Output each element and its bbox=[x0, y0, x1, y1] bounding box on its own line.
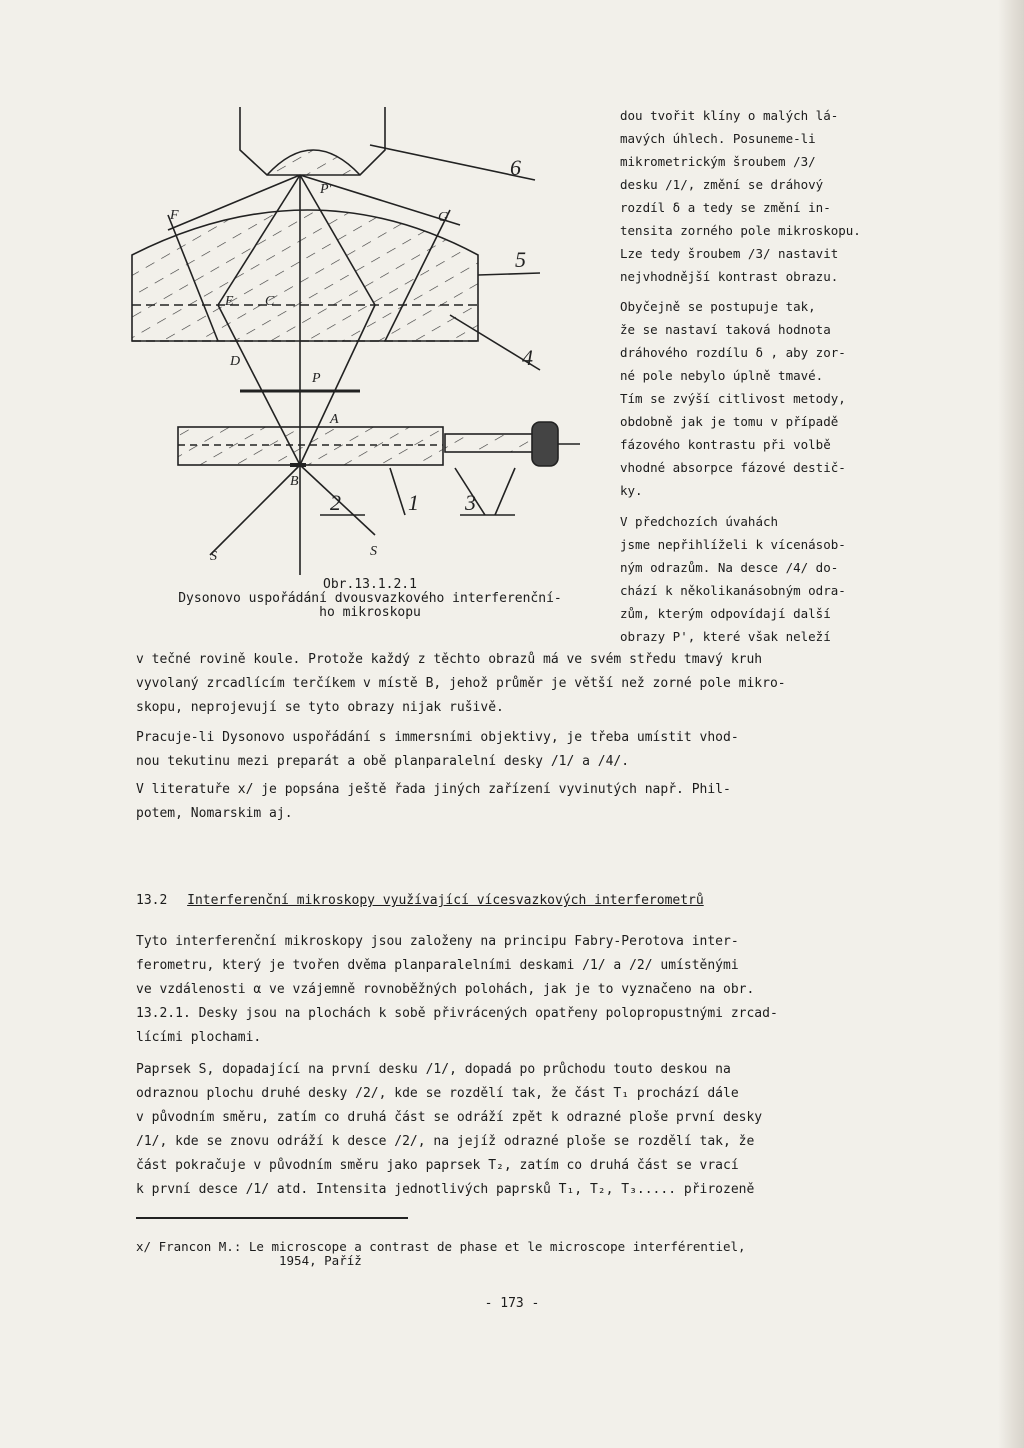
right-column-line: Tím se zvýší citlivost metody, bbox=[620, 391, 846, 406]
right-column-line: mavých úhlech. Posuneme-li bbox=[620, 131, 816, 146]
body-line: v původním směru, zatím co druhá část se odráží zpět k odrazné ploše první desky bbox=[136, 1110, 763, 1125]
right-column-line: dráhového rozdílu δ , aby zor- bbox=[620, 345, 846, 360]
label-e: E bbox=[225, 294, 234, 309]
footnote bbox=[136, 1240, 936, 1268]
label-f: F bbox=[170, 208, 179, 223]
caption-text-1: Dysonovo uspořádání dvousvazkového interferenční- bbox=[178, 591, 562, 606]
label-5: 5 bbox=[515, 247, 526, 272]
right-column-line: jsme nepřihlíželi k vícenásob- bbox=[620, 537, 846, 552]
right-column-line: tensita zorného pole mikroskopu. bbox=[620, 223, 861, 238]
right-column-line: zům, kterým odpovídají další bbox=[620, 606, 831, 621]
label-s-left: S bbox=[210, 549, 217, 564]
right-column-line: mikrometrickým šroubem /3/ bbox=[620, 154, 816, 169]
body-line: část pokračuje v původním směru jako paprsek T₂, zatím co druhá část se vrací bbox=[136, 1158, 739, 1173]
body-line: Tyto interferenční mikroskopy jsou založeny na principu Fabry-Perotova inter- bbox=[136, 934, 739, 949]
footnote-line-1: x/ Francon M.: Le microscope a contrast de phase et le microscope interférentiel, bbox=[136, 1239, 746, 1254]
page-number: - 173 - bbox=[484, 1296, 540, 1311]
right-column-line: desku /1/, změní se dráhový bbox=[620, 177, 824, 192]
dyson-interference-microscope-figure bbox=[120, 95, 610, 590]
body-line: v tečné rovině koule. Protože každý z těchto obrazů má ve svém středu tmavý kruh bbox=[136, 652, 763, 667]
label-s-right: S bbox=[370, 544, 377, 559]
right-column-line: chází k několikanásobným odra- bbox=[620, 583, 846, 598]
label-p-prime: P' bbox=[320, 182, 332, 197]
right-column-line: V předchozích úvahách bbox=[620, 514, 779, 529]
label-2: 2 bbox=[330, 490, 341, 515]
footnote-rule bbox=[136, 1217, 408, 1219]
body-line: potem, Nomarskim aj. bbox=[136, 806, 293, 821]
body-line: lícími plochami. bbox=[136, 1030, 262, 1045]
label-c: C bbox=[265, 294, 275, 309]
body-line: Paprsek S, dopadající na první desku /1/, dopadá po průchodu touto deskou na bbox=[136, 1062, 731, 1077]
body-line: ferometru, který je tvořen dvěma planparalelními deskami /1/ a /2/ umístěnými bbox=[136, 958, 739, 973]
right-column-line: dou tvořit klíny o malých lá- bbox=[620, 108, 839, 123]
screw-knob bbox=[532, 422, 558, 466]
label-g: G bbox=[438, 210, 449, 225]
micrometer-screw bbox=[445, 434, 535, 452]
label-d: D bbox=[230, 354, 241, 369]
right-column-line: rozdíl δ a tedy se změní in- bbox=[620, 200, 831, 215]
body-line: vyvolaný zrcadlícím terčíkem v místě B, jehož průměr je větší než zorné pole mikro- bbox=[136, 676, 786, 691]
body-line: odraznou plochu druhé desky /2/, kde se rozdělí tak, že část T₁ prochází dále bbox=[136, 1086, 739, 1101]
right-column-line: nejvhodnější kontrast obrazu. bbox=[620, 269, 839, 284]
body-line: nou tekutinu mezi preparát a obě planparalelní desky /1/ a /4/. bbox=[136, 754, 630, 769]
right-column-line: fázového kontrastu při volbě bbox=[620, 437, 831, 452]
plane-parallel-plate-1 bbox=[178, 427, 443, 465]
figure-caption bbox=[130, 578, 610, 620]
body-line: V literatuře x/ je popsána ještě řada jiných zařízení vyvinutých např. Phil- bbox=[136, 782, 731, 797]
right-column-line: že se nastaví taková hodnota bbox=[620, 322, 831, 337]
caption-number: Obr.13.1.2.1 bbox=[323, 577, 417, 592]
label-6: 6 bbox=[510, 155, 521, 180]
label-4: 4 bbox=[522, 345, 533, 370]
body-line: ve vzdálenosti α ve vzájemně rovnoběžných polohách, jak je to vyznačeno na obr. bbox=[136, 982, 755, 997]
right-column-line: Lze tedy šroubem /3/ nastavit bbox=[620, 246, 839, 261]
front-lens bbox=[267, 150, 360, 175]
right-column-line: vhodné absorpce fázové destič- bbox=[620, 460, 846, 475]
right-column-line: Obyčejně se postupuje tak, bbox=[620, 299, 816, 314]
section-title: Interferenční mikroskopy využívající vícesvazkových interferometrů bbox=[187, 893, 704, 908]
caption-text-2: ho mikroskopu bbox=[319, 605, 421, 620]
label-1: 1 bbox=[408, 490, 419, 515]
right-column-line: obrazy P', které však neleží bbox=[620, 629, 831, 644]
body-line: Pracuje-li Dysonovo uspořádání s immersními objektivy, je třeba umístit vhod- bbox=[136, 730, 739, 745]
figure-drawing bbox=[120, 95, 610, 590]
label-3: 3 bbox=[465, 490, 476, 515]
right-column-line: ným odrazům. Na desce /4/ do- bbox=[620, 560, 839, 575]
body-line: /1/, kde se znovu odráží k desce /2/, na jejíž odrazné ploše se rozdělí tak, že bbox=[136, 1134, 755, 1149]
right-column-line: ky. bbox=[620, 483, 643, 498]
label-p: P bbox=[312, 371, 321, 386]
body-line: skopu, neprojevují se tyto obrazy nijak rušivě. bbox=[136, 700, 504, 715]
right-column-line: obdobně jak je tomu v případě bbox=[620, 414, 839, 429]
footnote-line-2: 1954, Paříž bbox=[279, 1253, 362, 1268]
meniscus-lens bbox=[132, 210, 478, 341]
body-line: k první desce /1/ atd. Intensita jednotlivých paprsků T₁, T₂, T₃..... přirozeně bbox=[136, 1182, 755, 1197]
label-a: A bbox=[330, 412, 339, 427]
section-heading bbox=[136, 890, 936, 912]
paper-edge-shadow bbox=[998, 0, 1024, 1448]
body-line: 13.2.1. Desky jsou na plochách k sobě přivrácených opatřeny polopropustnými zrcad- bbox=[136, 1006, 778, 1021]
section-number: 13.2 bbox=[136, 893, 168, 908]
label-b: B bbox=[290, 474, 299, 489]
right-column-line: né pole nebylo úplně tmavé. bbox=[620, 368, 824, 383]
